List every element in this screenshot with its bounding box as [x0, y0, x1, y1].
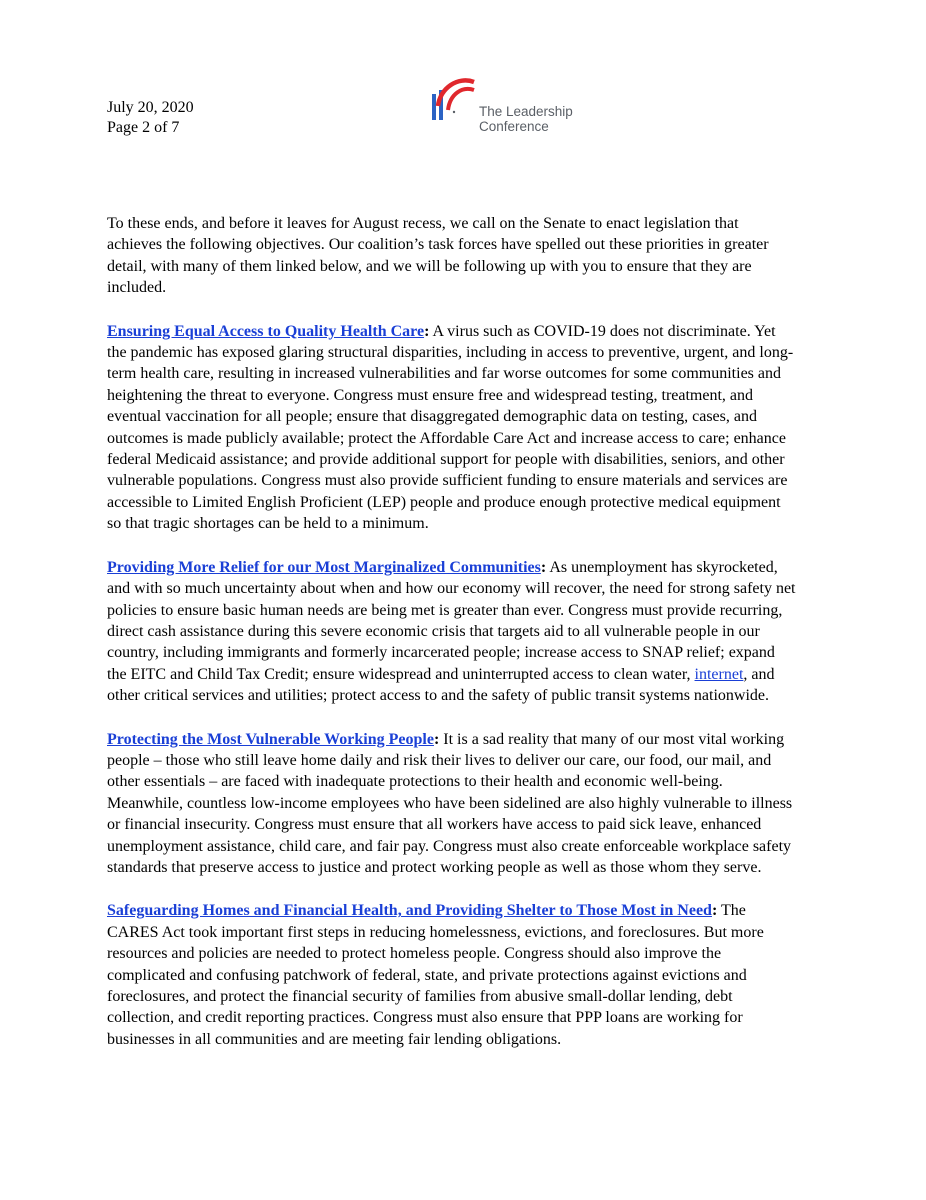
section-body: As unemployment has skyrocketed, and with so much uncertainty about when and how our economy will recover, the need for strong safety net policies to ensure basic human needs are being met is greater than ever. Congress must provide recurring, direct cash assistance during this severe economic crisis that targets aid to all vulnerable people in our country, including immigrants and formerly incarcerated people; increase access to SNAP relief; expand the EITC and Child Tax Credit; ensure widespread and uninterrupted access to clean water,	[107, 558, 796, 683]
section-housing	[107, 900, 797, 1050]
section-body-continued: , and other critical services and utilities; protect access to and the safety of public transit systems nationwide.	[107, 665, 775, 705]
logo-text	[479, 104, 573, 134]
section-heading-link-housing[interactable]: Safeguarding Homes and Financial Health, and Providing Shelter to Those Most in Need	[107, 902, 712, 920]
section-relief	[107, 557, 797, 707]
page-number: Page 2 of 7	[107, 119, 180, 136]
letter-date: July 20, 2020	[107, 99, 194, 116]
letter-header	[107, 98, 194, 138]
section-workers	[107, 729, 797, 879]
logo-text-line2: Conference	[479, 119, 549, 134]
logo-text-line1: The Leadership	[479, 104, 573, 119]
section-body: It is a sad reality that many of our most vital working people – those who still leave home daily and risk their lives to deliver our care, our food, our mail, and other essentials – are faced with inadequate protections to their health and economic well-being. Meanwhile, countless low-income employees who have been sidelined are also highly vulnerable to illness or financial insecurity. Congress must ensure that all workers have access to paid sick leave, enhanced unemployment assistance, child care, and fair pay. Congress must also create enforceable workplace safety standards that preserve access to justice and protect working people as well as those whom they serve.	[107, 730, 793, 876]
organization-logo	[428, 76, 578, 136]
section-body: A virus such as COVID-19 does not discriminate. Yet the pandemic has exposed glaring structural disparities, including in access to preventive, urgent, and long-term health care, resulting in increased vulnerabilities and far worse outcomes for some communities and heightening the threat to everyone. Congress must ensure free and widespread testing, treatment, and eventual vaccination for all people; ensure that disaggregated demographic data on testing, cases, and outcomes is made publicly available; protect the Affordable Care Act and increase access to care; enhance federal Medicaid assistance; and provide additional support for people with disabilities, seniors, and other vulnerable populations. Congress must also provide sufficient funding to ensure materials and services are accessible to Limited English Proficient (LEP) people and produce enough protective medical equipment so that tragic shortages can be held to a minimum.	[107, 322, 794, 533]
heading-colon: :	[540, 558, 547, 576]
section-body: The CARES Act took important first steps in reducing homelessness, evictions, and foreclosures. But more resources and policies are needed to protect homeless people. Congress should also improve the complicated and confusing patchwork of federal, state, and private protections against evictions and foreclosures, and protect the financial security of families from abusive small-dollar lending, debt collection, and credit reporting practices. Congress must also ensure that PPP loans are working for businesses in all communities and are meeting fair lending obligations.	[107, 902, 764, 1048]
heading-colon: :	[711, 902, 718, 920]
section-health-care	[107, 321, 797, 535]
leadership-conference-logo-icon	[428, 76, 478, 124]
heading-colon: :	[433, 730, 440, 748]
heading-colon: :	[424, 322, 430, 340]
section-heading-link-health-care[interactable]: Ensuring Equal Access to Quality Health Care	[107, 322, 425, 340]
section-heading-link-workers[interactable]: Protecting the Most Vulnerable Working People	[107, 730, 434, 748]
internet-link[interactable]: internet	[694, 665, 744, 683]
intro-paragraph: To these ends, and before it leaves for August recess, we call on the Senate to enact legislation that achieves the following objectives. Our coalition’s task forces have spelled out these priorities in greater detail, with many of them linked below, and we will be following up with you to ensure that they are included.	[107, 215, 769, 297]
section-heading-link-relief[interactable]: Providing More Relief for our Most Marginalized Communities	[107, 558, 541, 576]
letter-body	[107, 213, 797, 1072]
